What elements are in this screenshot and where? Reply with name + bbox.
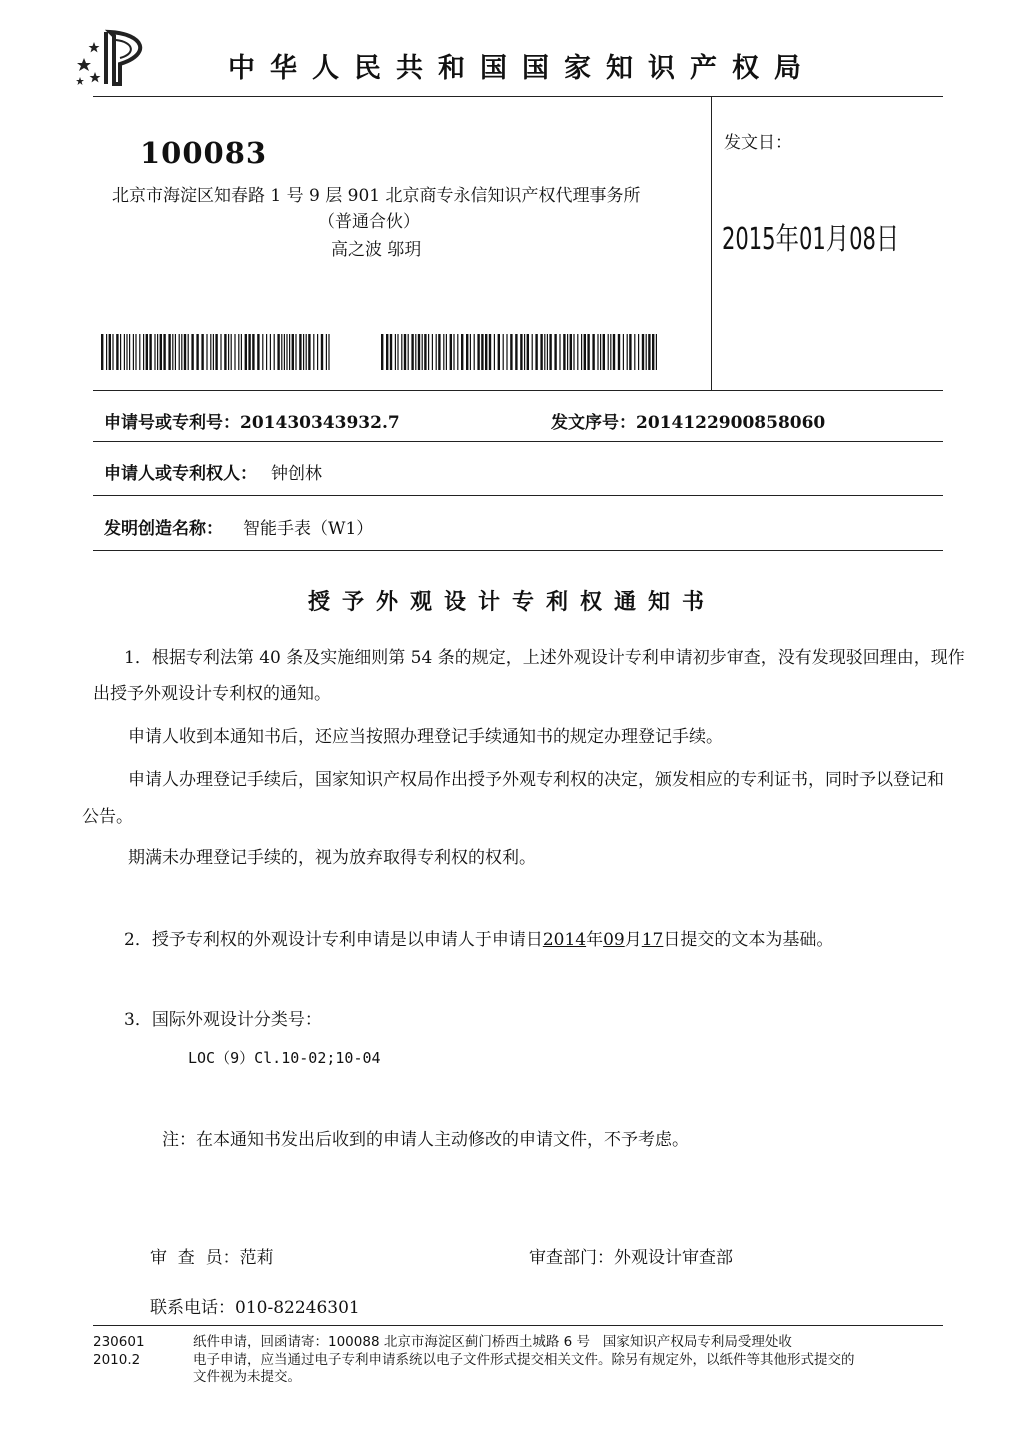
notice-paragraph-2: 申请人收到本通知书后，还应当按照办理登记手续通知书的规定办理登记手续。 [128,727,723,747]
notice-paragraph-1-line-1: 1．根据专利法第 40 条及实施细则第 54 条的规定，上述外观设计专利申请初步审查，没有发现驳回理由，现作 [124,648,965,668]
barcode-bar [524,334,525,370]
form-code: 230601 [93,1334,145,1350]
barcode-bar [587,334,589,370]
barcode-bar [603,334,605,370]
barcode-bar [652,334,654,370]
barcode-bar [224,334,226,370]
notice-paragraph-4: 期满未办理登记手续的，视为放弃取得专利权的权利。 [128,848,536,868]
fields-divider-bottom [93,550,943,551]
barcode-bar [139,334,140,370]
barcode-bar [381,334,383,370]
header-divider [93,96,943,97]
barcode-bar [252,334,254,370]
recipient-address-suffix: （普通合伙） [318,212,420,232]
barcode-bar [129,334,130,370]
header-column-divider [711,97,712,390]
barcode-bar [277,334,279,370]
invention-value: 智能手表（W1） [243,519,374,539]
barcode-bar [638,334,639,370]
filing-month-unit: 月 [624,930,642,950]
applicant-row [104,459,322,484]
barcode-bar [168,334,170,370]
barcode-bar [520,334,522,370]
barcode-bar [540,334,542,370]
barcode-bar [648,334,650,370]
barcode-bar [308,334,310,370]
barcode-bar [470,334,471,370]
barcode-bar [179,334,180,370]
barcode-bar [477,334,479,370]
notice-title: 授予外观设计专利权通知书 [307,590,716,615]
barcode-bar [436,334,437,370]
applicant-label: 申请人或专利权人： [104,464,257,484]
barcode-bar [510,334,512,370]
barcode-bar [160,334,162,370]
barcode-bar [411,334,413,370]
dispatch-date: 2015年01月08日 [722,222,900,257]
barcode-bar [390,334,392,370]
barcode-bar [238,334,239,370]
notice-paragraph-3-line-1: 申请人办理登记手续后，国家知识产权局作出授予外观专利权的决定，颁发相应的专利证书，同时予以登记和 [128,770,944,790]
barcode-bar [270,334,271,370]
barcode-bar [498,334,500,370]
barcode-bar [418,334,420,370]
barcode-bar [567,334,568,370]
barcode-bar [215,334,217,370]
application-number-label: 申请号或专利号： [104,413,240,433]
barcode-bar [157,334,158,370]
barcode-bar [408,334,409,370]
barcode-bar [453,334,454,370]
recipient-names: 高之波 邬玥 [331,240,422,260]
filing-year: 2014 [542,930,587,950]
barcode-bar [126,334,127,370]
barcode-bar [241,334,242,370]
barcode-bar [646,334,647,370]
barcode-bar [457,334,458,370]
barcode-bar [581,334,582,370]
barcode-bar [188,334,189,370]
barcode-bar [284,334,285,370]
application-number-value: 201430343932.7 [240,413,400,433]
postcode: 100083 [140,136,268,170]
barcode-bar [317,334,318,370]
barcode-bar [466,334,468,370]
filing-year-unit: 年 [586,930,604,950]
barcode-bar [163,334,165,370]
barcode-icon [381,334,660,370]
barcode-bar [213,334,214,370]
barcode-bar [642,334,644,370]
barcode-bar [295,334,296,370]
barcode-bar [634,334,635,370]
barcode-bar [124,334,125,370]
barcode-bar [303,334,304,370]
fields-divider-top [93,390,943,391]
barcode-bar [432,334,433,370]
barcode-bar [494,334,495,370]
barcode-bar [600,334,601,370]
barcode-bar [515,334,517,370]
barcode-bar [422,334,423,370]
barcode-bar [135,334,136,370]
barcode-bar [404,334,406,370]
contact-phone: 联系电话：010-82246301 [150,1298,360,1318]
invention-label: 发明创造名称： [104,519,223,539]
barcode-bar [220,334,221,370]
examining-department: 审查部门：外观设计审查部 [529,1248,733,1268]
barcode-bar [485,334,487,370]
barcode-bar [428,334,429,370]
serial-number-label: 发文序号： [551,413,636,433]
notice-paragraph-3-line-2: 公告。 [82,807,133,827]
barcode-bar [559,334,560,370]
org-name: 中华人民共和国国家知识产权局 [228,53,816,84]
barcode-bar [627,334,628,370]
barcode-icon [101,334,333,370]
barcode-bar [474,334,475,370]
barcode-bar [210,334,211,370]
barcode-bar [321,334,323,370]
barcode-bar [234,334,235,370]
barcode-bar [443,334,444,370]
applicant-value: 钟创林 [271,464,322,484]
barcode-bar [328,334,329,370]
barcode-bar [112,334,113,370]
barcode-bar [266,334,267,370]
barcode-bar [196,334,198,370]
barcode-bar [116,334,118,370]
barcode-bar [577,334,578,370]
filing-text-prefix: 2．授予专利权的外观设计专利申请是以申请人于申请日 [124,930,543,950]
cnipa-emblem-icon [74,26,156,88]
barcode-bar [527,334,529,370]
invention-row [104,514,373,539]
barcode-bar [143,334,144,370]
barcode-bar [397,334,398,370]
barcode-bar [281,334,282,370]
barcode-bar [584,334,586,370]
barcode-bar [386,334,388,370]
barcode-bar [424,334,426,370]
application-number-row [104,408,400,433]
fields-divider-2 [93,495,943,496]
loc-classification: LOC（9）Cl.10-02;10-04 [188,1049,381,1067]
barcode-bar [610,334,611,370]
barcode-bar [544,334,545,370]
examiner: 审 查 员：范莉 [150,1248,274,1268]
barcode-bar [146,334,148,370]
barcode-bar [489,334,491,370]
barcode-bar [481,334,483,370]
barcode-bar [535,334,537,370]
barcode-bar [549,334,551,370]
barcode-bar [175,334,176,370]
filing-month: 09 [603,930,625,950]
form-version: 2010.2 [93,1352,141,1368]
barcode-bar [299,334,301,370]
serial-number-value: 2014122900858060 [636,413,826,433]
filing-text-suffix: 日提交的文本为基础。 [663,930,834,950]
barcode-bar [461,334,463,370]
barcode-bar [532,334,533,370]
barcode-bar [623,334,624,370]
barcode-bar [554,334,556,370]
barcode-bar [618,334,620,370]
footer-line-1: 纸件申请，回函请寄：100088 北京市海淀区蓟门桥西土城路 6 号 国家知识产权局专利局受理处收 [193,1334,792,1350]
serial-number-row [551,408,825,433]
barcode-bar [450,334,452,370]
barcode-bar [184,334,186,370]
barcode-bar [597,334,598,370]
recipient-address: 北京市海淀区知春路 1 号 9 层 901 北京商专永信知识产权代理事务所 [112,186,641,206]
barcode-bar [415,334,416,370]
barcode-bar [570,334,572,370]
fields-divider-1 [93,441,943,442]
barcode-bar [326,334,327,370]
barcode-bar [274,334,275,370]
barcode-bar [608,334,609,370]
barcode-bar [149,334,151,370]
barcode-bar [154,334,155,370]
barcode-bar [201,334,203,370]
notice-paragraph-1-line-2: 出授予外观设计专利权的通知。 [93,684,331,704]
barcode-bar [401,334,402,370]
barcode-bar [573,334,574,370]
barcode-bar [257,334,259,370]
barcode-bar [503,334,504,370]
barcode-bar [656,334,657,370]
notice-paragraph-5 [124,922,833,958]
barcode-bar [191,334,193,370]
barcode-bar [506,334,507,370]
barcode-bar [286,334,287,370]
barcode-bar [231,334,232,370]
barcode-bar [292,334,294,370]
filing-day: 17 [641,930,664,950]
barcode-bar [228,334,229,370]
barcode-bar [629,334,631,370]
barcode-bar [262,334,263,370]
barcode-bar [206,334,207,370]
barcode-bar [120,334,121,370]
barcode-bar [106,334,107,370]
barcode-bar [592,334,594,370]
barcode-bar [172,334,173,370]
footer-line-2: 电子申请，应当通过电子专利申请系统以电子文件形式提交相关文件。除另有规定外，以纸件等其他形式提交的 [193,1352,855,1368]
barcode-bar [613,334,615,370]
barcode-bar [563,334,565,370]
barcode-bar [245,334,247,370]
footer-divider [93,1325,943,1326]
barcode-bar [313,334,314,370]
dispatch-date-label: 发文日： [724,133,792,153]
barcode-bar [181,334,182,370]
barcode-bar [109,334,111,370]
barcode-bar [438,334,440,370]
barcode-bar [395,334,396,370]
notice-paragraph-6: 3．国际外观设计分类号： [124,1010,322,1030]
barcode-bar [101,334,103,370]
barcode-bar [289,334,290,370]
notice-note: 注：在本通知书发出后收到的申请人主动修改的申请文件，不予考虑。 [162,1130,689,1150]
footer-line-3: 文件视为未提交。 [193,1369,301,1385]
barcode-bar [446,334,447,370]
barcode-bar [547,334,548,370]
barcode-bar [133,334,134,370]
barcode-bar [306,334,307,370]
barcode-bar [248,334,250,370]
